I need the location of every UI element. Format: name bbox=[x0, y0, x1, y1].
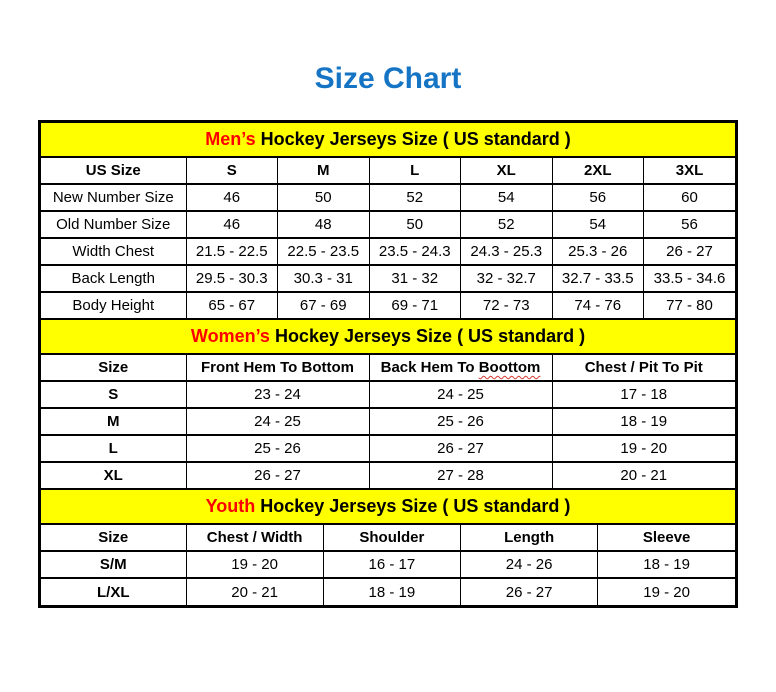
mens-table-row bbox=[41, 184, 735, 211]
row-label: Body Height bbox=[41, 292, 186, 319]
size-cell: 26 - 27 bbox=[186, 462, 369, 489]
section-title-highlight: Youth bbox=[205, 496, 256, 516]
womens-table-row bbox=[41, 381, 735, 408]
size-cell: 20 - 21 bbox=[186, 578, 323, 605]
size-cell: 52 bbox=[369, 184, 461, 211]
size-cell: 60 bbox=[644, 184, 736, 211]
size-cell: 33.5 - 34.6 bbox=[644, 265, 736, 292]
size-cell: 56 bbox=[644, 211, 736, 238]
size-cell: 50 bbox=[278, 184, 370, 211]
row-label: L/XL bbox=[41, 578, 186, 605]
womens-table-row bbox=[41, 408, 735, 435]
size-cell: 46 bbox=[186, 211, 278, 238]
column-header: M bbox=[278, 157, 370, 184]
womens-section-title bbox=[41, 320, 735, 354]
row-label: Old Number Size bbox=[41, 211, 186, 238]
size-cell: 46 bbox=[186, 184, 278, 211]
size-cell: 19 - 20 bbox=[552, 435, 735, 462]
column-header: Size bbox=[41, 524, 186, 551]
size-cell: 23.5 - 24.3 bbox=[369, 238, 461, 265]
womens-table-row bbox=[41, 462, 735, 489]
size-cell: 24 - 25 bbox=[369, 381, 552, 408]
column-header: Size bbox=[41, 354, 186, 381]
size-cell: 48 bbox=[278, 211, 370, 238]
size-cell: 19 - 20 bbox=[186, 551, 323, 578]
youth-table-row bbox=[41, 578, 735, 605]
row-label: L bbox=[41, 435, 186, 462]
column-header: Shoulder bbox=[323, 524, 460, 551]
row-label: Width Chest bbox=[41, 238, 186, 265]
size-cell: 67 - 69 bbox=[278, 292, 370, 319]
size-cell: 18 - 19 bbox=[598, 551, 735, 578]
youth-column-header-row bbox=[41, 524, 735, 551]
size-cell: 25 - 26 bbox=[369, 408, 552, 435]
size-cell: 50 bbox=[369, 211, 461, 238]
column-header: Chest / Width bbox=[186, 524, 323, 551]
size-cell: 16 - 17 bbox=[323, 551, 460, 578]
size-cell: 22.5 - 23.5 bbox=[278, 238, 370, 265]
size-cell: 69 - 71 bbox=[369, 292, 461, 319]
row-label: S bbox=[41, 381, 186, 408]
mens-section-header-row bbox=[41, 123, 735, 157]
column-header: Length bbox=[461, 524, 598, 551]
mens-column-header-row bbox=[41, 157, 735, 184]
size-cell: 65 - 67 bbox=[186, 292, 278, 319]
mens-table-row bbox=[41, 292, 735, 319]
youth-size-table bbox=[41, 490, 735, 605]
womens-section-header-row bbox=[41, 320, 735, 354]
mens-size-table bbox=[41, 123, 735, 320]
size-cell: 26 - 27 bbox=[461, 578, 598, 605]
column-header: S bbox=[186, 157, 278, 184]
size-cell: 26 - 27 bbox=[369, 435, 552, 462]
size-cell: 17 - 18 bbox=[552, 381, 735, 408]
column-header: 2XL bbox=[552, 157, 644, 184]
page-title: Size Chart bbox=[314, 62, 462, 95]
size-cell: 24 - 25 bbox=[186, 408, 369, 435]
size-cell: 54 bbox=[552, 211, 644, 238]
size-cell: 31 - 32 bbox=[369, 265, 461, 292]
row-label: S/M bbox=[41, 551, 186, 578]
size-cell: 72 - 73 bbox=[461, 292, 553, 319]
size-cell: 29.5 - 30.3 bbox=[186, 265, 278, 292]
size-cell: 74 - 76 bbox=[552, 292, 644, 319]
size-cell: 32 - 32.7 bbox=[461, 265, 553, 292]
column-header: US Size bbox=[41, 157, 186, 184]
column-header: Chest / Pit To Pit bbox=[552, 354, 735, 381]
size-cell: 24 - 26 bbox=[461, 551, 598, 578]
size-cell: 56 bbox=[552, 184, 644, 211]
size-cell: 27 - 28 bbox=[369, 462, 552, 489]
size-tables bbox=[38, 120, 738, 608]
row-label: Back Length bbox=[41, 265, 186, 292]
size-cell: 19 - 20 bbox=[598, 578, 735, 605]
section-title-rest: Hockey Jerseys Size ( US standard ) bbox=[269, 326, 586, 346]
womens-size-table bbox=[41, 320, 735, 490]
mens-table-row bbox=[41, 211, 735, 238]
size-cell: 54 bbox=[461, 184, 553, 211]
row-label: M bbox=[41, 408, 186, 435]
column-header: Front Hem To Bottom bbox=[186, 354, 369, 381]
size-cell: 77 - 80 bbox=[644, 292, 736, 319]
section-title-highlight: Men’s bbox=[205, 129, 256, 149]
size-cell: 20 - 21 bbox=[552, 462, 735, 489]
column-header: 3XL bbox=[644, 157, 736, 184]
column-header: L bbox=[369, 157, 461, 184]
size-cell: 25 - 26 bbox=[186, 435, 369, 462]
row-label: XL bbox=[41, 462, 186, 489]
size-cell: 30.3 - 31 bbox=[278, 265, 370, 292]
misspelled-word: Boottom bbox=[478, 359, 541, 376]
size-cell: 26 - 27 bbox=[644, 238, 736, 265]
size-cell: 23 - 24 bbox=[186, 381, 369, 408]
womens-table-row bbox=[41, 435, 735, 462]
column-header: Back Hem To Boottom bbox=[369, 354, 552, 381]
section-title-rest: Hockey Jerseys Size ( US standard ) bbox=[255, 129, 571, 149]
youth-table-row bbox=[41, 551, 735, 578]
size-cell: 25.3 - 26 bbox=[552, 238, 644, 265]
youth-section-header-row bbox=[41, 490, 735, 524]
mens-table-row bbox=[41, 238, 735, 265]
section-title-rest: Hockey Jerseys Size ( US standard ) bbox=[255, 496, 571, 516]
size-cell: 18 - 19 bbox=[323, 578, 460, 605]
size-cell: 32.7 - 33.5 bbox=[552, 265, 644, 292]
column-header: XL bbox=[461, 157, 553, 184]
size-cell: 18 - 19 bbox=[552, 408, 735, 435]
size-cell: 52 bbox=[461, 211, 553, 238]
mens-section-title bbox=[41, 123, 735, 157]
column-header: Sleeve bbox=[598, 524, 735, 551]
section-title-highlight: Women’s bbox=[190, 326, 270, 346]
mens-table-row bbox=[41, 265, 735, 292]
womens-column-header-row bbox=[41, 354, 735, 381]
size-cell: 21.5 - 22.5 bbox=[186, 238, 278, 265]
size-cell: 24.3 - 25.3 bbox=[461, 238, 553, 265]
row-label: New Number Size bbox=[41, 184, 186, 211]
youth-section-title bbox=[41, 490, 735, 524]
